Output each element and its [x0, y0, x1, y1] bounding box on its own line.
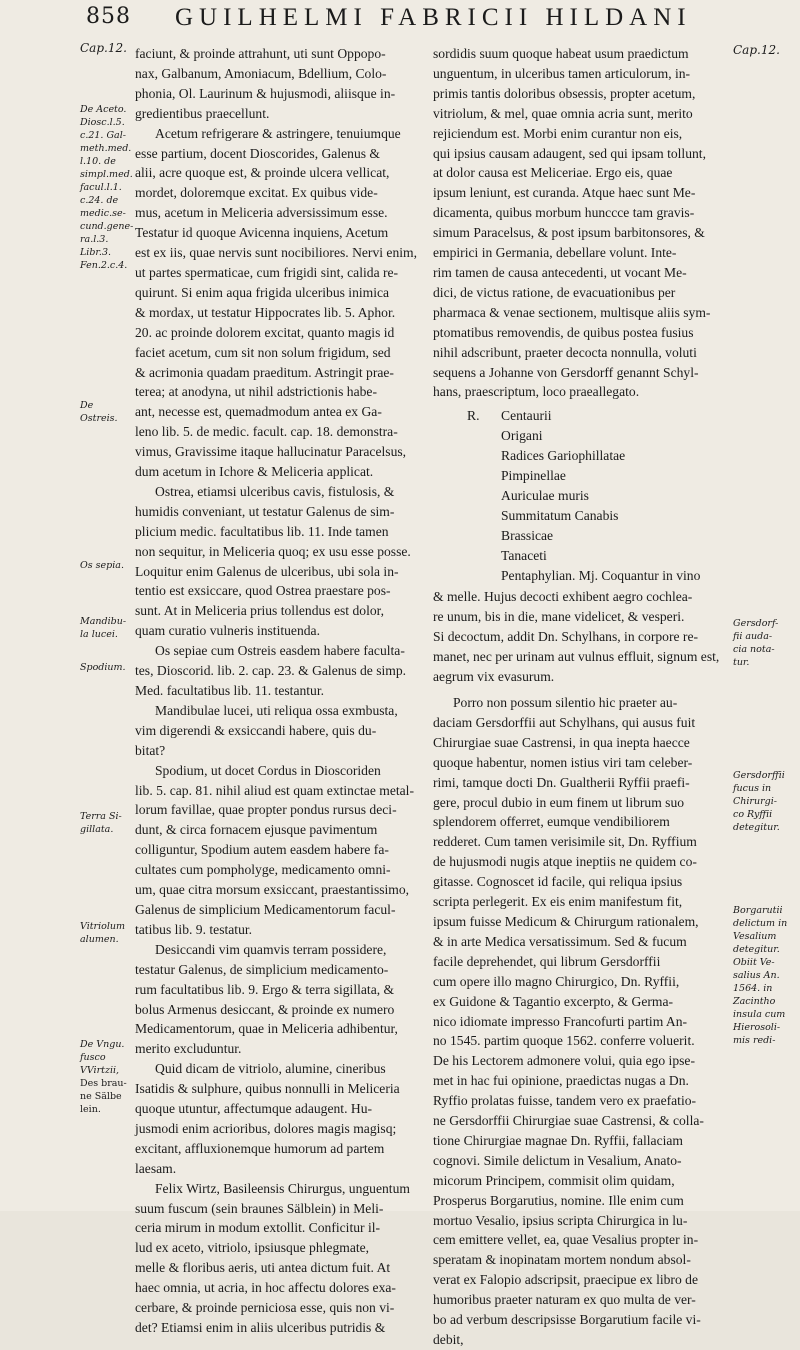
margin-note: ne Sälbe [80, 1091, 122, 1102]
margin-note: detegitur. [733, 822, 780, 833]
right-margin-notes [733, 44, 797, 1047]
margin-note: 1564. in [733, 983, 773, 994]
margin-note: De Aceto. [80, 104, 127, 115]
margin-note: insula cum [733, 1009, 786, 1020]
margin-note: Vitriolum [80, 921, 126, 932]
margin-note: la lucei. [80, 629, 118, 640]
margin-note: Diosc.l.5. [80, 117, 125, 128]
margin-note: Fen.2.c.4. [80, 260, 128, 271]
margin-note: Gersdorf- [733, 618, 779, 629]
paragraph: Acetum refrigerare & astringere, tenuiumque esse partium, docent Dioscorides, Galenus & alii, acre quoque est, & proinde ulcera vellicat, mordet, doloremque excitat. Ex quibus vide- mus, acetum in Meliceria adversissimum esse. Testatur id quoque Avicenna inquiens, Acetum est ex iis, quae nervis sunt nocibiliores. Nervi enim, ut partes spermaticae, cum frigidi sint, calida re- quirunt. Si enim aqua frigida ulceribus inimica & mordax, ut testatur Hippocrates lib. 5. Aphor. 20. ac proinde dolorem excitat, quanto magis id faciet acetum, cum sit non solum frigidum, sed & acrimonia quadam praeditum. Astringit prae- terea; at anodyna, ut nihil adstrictionis habe- ant, necesse est, quemadmodum antea ex Ga- leno lib. 5. de medic. facult. cap. 18. demonstra- vimus, Gravissime itaque hallucinatur Paracelsus, dum acetum in Ichore & Meliceria applicat. [135, 125, 418, 480]
recipe-item: Radices Gariophillatae [501, 448, 626, 464]
margin-note: l.10. de [80, 156, 116, 167]
margin-note: Des brau- [80, 1078, 127, 1089]
paragraph: faciunt, & proinde attrahunt, uti sunt Oppopo- nax, Galbanum, Amoniacum, Bdellium, Colo- phonia, Ol. Laurinum & hujusmodi, aliisque in- gredientibus praecellunt. [135, 46, 396, 121]
left-text-column [135, 44, 429, 1338]
recipe-label: R. [467, 408, 480, 424]
margin-note: alumen. [80, 934, 119, 945]
margin-note: Spodium. [80, 662, 126, 673]
page-number: 858 [86, 4, 131, 29]
margin-note: fii auda- [733, 631, 773, 642]
margin-note: gillata. [80, 824, 114, 835]
margin-note: simpl.med. [80, 169, 133, 180]
margin-note: VVirtzii, [80, 1065, 120, 1076]
paragraph: Spodium, ut docet Cordus in Dioscoriden lib. 5. cap. 81. nihil aliud est quam extinctae metal- lorum favillae, quae propter pondus rursus deci- dunt, & circa fornacem ejusque pavimentum colliguntur, Spodium autem easdem habere fa- cultates cum pompholyge, medicamento omni- um, quae citra morsum exsiccant, praestantissimo, Galenus de simplicium Medicamentorum facul- tatibus lib. 9. testatur. [135, 762, 414, 937]
margin-note: Libr.3. [80, 247, 112, 258]
recipe-item: Summitatum Canabis [501, 507, 619, 523]
recipe-list [433, 406, 729, 585]
margin-note: salius An. [733, 970, 780, 981]
margin-note: fucus in [733, 783, 772, 794]
paragraph: Ostrea, etiamsi ulceribus cavis, fistulosis, & humidis conveniant, ut testatur Galenus de sim- plicium medic. facultatibus lib. 11. Inde tamen non sequitur, in Meliceria quoq; ex usu esse posse. Loquitur enim Galenus de ulceribus, ubi sola in- tentio est exsiccare, quod Ostrea praestare pos- sunt. At in Meliceria prius tollendus est dolor, quam curatio vulneris instituenda. [135, 483, 411, 639]
margin-note: Hierosoli- [733, 1022, 781, 1033]
paragraph: Felix Wirtz, Basileensis Chirurgus, unguentum suum fuscum (sein braunes Sälblein) in Meli- ceria mirum in modum extollit. Conficitur il- lud ex aceto, vitriolo, ipsiusque phlegmate, melle & floribus aeris, uti antea dictum fuit. At haec omnia, ut acria, in hoc affectu dolores exa- cerbare, & proinde perniciosa esse, quis non vi- det? Etiamsi enim in aliis ulceribus putridis & [135, 1180, 410, 1335]
margin-note: tur. [733, 657, 750, 668]
margin-note: Mandibu- [80, 616, 127, 627]
margin-note: cund.gene- [80, 221, 134, 232]
recipe-item: Origani [501, 428, 543, 444]
margin-note: meth.med. [80, 143, 132, 154]
recipe-item: Auriculae muris [501, 487, 589, 503]
margin-note: co Ryffii [733, 809, 773, 820]
recipe-item: Centaurii [501, 408, 552, 424]
margin-note: medic.se- [80, 208, 126, 219]
margin-note: cia nota- [733, 644, 775, 655]
margin-note: Os sepia. [80, 560, 124, 571]
running-title: GUILHELMI FABRICII HILDANI [175, 4, 692, 31]
margin-note: delictum in [733, 918, 788, 929]
margin-note: c.21. Gal- [80, 130, 126, 141]
recipe-item: Pimpinellae [501, 468, 566, 484]
margin-note: c.24. de [80, 195, 119, 206]
recipe-items [501, 406, 700, 585]
paragraph: Porro non possum silentio hic praeter au- daciam Gersdorffii aut Schylhans, qui ausus fuit Chirurgiae suae Castrensi, in qua inepta haecce quoque habentur, nomen istius viri tam celeber- rimi, tamque docti Dn. Gualtherii Ryffii praefi- gere, procul dubio in eum finem ut librum suo splendorem offerret, eumque vendibiliorem redderet. Cum tamen verisimile sit, Dn. Ryffium de hujusmodi nugis atque ineptiis ne quidem co- gitasse. Cognoscet id facile, qui reliqua ipsius scripta perlegerit. Ex eis enim manifestum fit, ipsum fuisse Medicum & Chirurgum rationalem, & in arte Medica versatissimum. Sed & fucum facile deprehendet, qui librum Gersdorffii cum opere illo magno Chirurgico, Dn. Ryffii, ex Guidone & Tagantio excerpto, & Germa- nico idiomate impresso Francofurti partim An- no 1545. partim quoque 1562. conferre voluerit. De his Lectorem admonere volui, quia ego ipse- met in hac fui opinione, praedictas nugas a Dn. Ryffio prolatas fuisse, tandem vero ex praefatio- ne Gersdorffii Chirurgiae suae Castrensi, & colla- tione Chirurgiae magnae Dn. Ryffii, fallaciam cognovi. Simile delictum in Vesalium, Anato- micorum Principem, commisit olim quidam, Prosperus Borgarutius, nomine. Ille enim cum mortuo Vesalio, ipsius scripta Chirurgica in lu- cem emittere vellet, ea, quae Vesalius propter in- speratam & inopinatam mortem nondum absol- verat ex Falopio adscripsit, praecipue ex libro de humoribus praeter naturam ex quo multa de ver- bo ad verbum descripsisse Borgarutium facile vi- debit, [433, 695, 704, 1347]
margin-note: Vesalium [733, 931, 777, 942]
margin-note: ra.l.3. [80, 234, 109, 245]
margin-note: lein. [80, 1104, 101, 1115]
margin-note: Obiit Ve- [733, 957, 775, 968]
margin-note: Cap.12. [733, 43, 780, 57]
margin-note: De Vngu. [80, 1039, 125, 1050]
margin-note: detegitur. [733, 944, 780, 955]
recipe-item: Tanaceti [501, 547, 547, 563]
paragraph: Quid dicam de vitriolo, alumine, cineribus Isatidis & sulphure, quibus nonnulli in Meliceria quoque utuntur, affectumque adaugent. Hu- jusmodi enim acrioribus, dolores magis magisq; excitant, affluxionemque humorum ad partem laesam. [135, 1061, 400, 1176]
margin-note: mis redi- [733, 1035, 776, 1046]
margin-note: facul.l.1. [80, 182, 122, 193]
margin-note: fusco [80, 1052, 106, 1063]
paragraph: sordidis suum quoque habeat usum praedictum unguentum, in ulceribus tamen articulorum, in- primis tantis doloribus obsessis, propter acetum, vitriolum, & mel, quae omnia acria sunt, merito rejiciendum est. Morbi enim curantur non eis, qui ipsius causam adaugent, sed qui ipsam tollunt, at dolor causa est Meliceriae. Ergo eis, quae ipsum leniunt, est curanda. Atque haec sunt Me- dicamenta, quibus morbum hunccce tam gravis- simum Paracelsus, & post ipsum barbitonsores, & empirici in Germania, debellare volunt. Inte- rim tamen de causa antecedenti, ut vocant Me- dici, de victus ratione, de evacuationibus per pharmaca & venae sectionem, multisque aliis sym- ptomatibus removendis, de quibus postea fusius nihil adscribunt, praeter decocta nonnulla, voluti sequens a Johanne von Gersdorff genannt Schyl- hans, praescriptum, loco praeallegato. [433, 46, 711, 400]
recipe-item: Brassicae [501, 527, 554, 543]
margin-note: Cap.12. [80, 41, 127, 55]
right-text-column [433, 44, 729, 1350]
margin-note: Zacintho [733, 996, 776, 1007]
margin-note: Chirurgi- [733, 796, 777, 807]
page-header [0, 4, 800, 38]
margin-note: Borgarutii [733, 905, 783, 916]
left-margin-notes [80, 41, 134, 1116]
paragraph: Os sepiae cum Ostreis easdem habere faculta- tes, Dioscorid. lib. 2. cap. 23. & Galenus de simp. Med. facultatibus lib. 11. testantur. [135, 643, 407, 698]
margin-note: De Ostreis. [80, 400, 118, 424]
margin-note: Gersdorffii [733, 770, 785, 781]
paragraph: Desiccandi vim quamvis terram possidere, testatur Galenus, de simplicium medicamento- rum facultatibus lib. 9. Ergo & terra sigillata, & bolus Armenus desiccant, & proinde ex numero Medicamentorum, quae in Meliceria adhibentur, merito excluduntur. [135, 941, 398, 1057]
paragraph: & melle. Hujus decocti exhibent aegro cochlea- re unum, bis in die, mane videlicet, & vesperi. Si decoctum, addit Dn. Schylhans, in corpore re- manet, nec per urinam aut vulnus effluit, signum est, aegrum vix evasurum. [433, 589, 720, 685]
margin-note: Terra Si- [80, 811, 122, 822]
paragraph: Mandibulae lucei, uti reliqua ossa exmbusta, vim digerendi & exsiccandi habere, quis du- bitat? [135, 702, 398, 758]
recipe-item: Pentaphylian. Mj. Coquantur in vino [501, 567, 701, 583]
